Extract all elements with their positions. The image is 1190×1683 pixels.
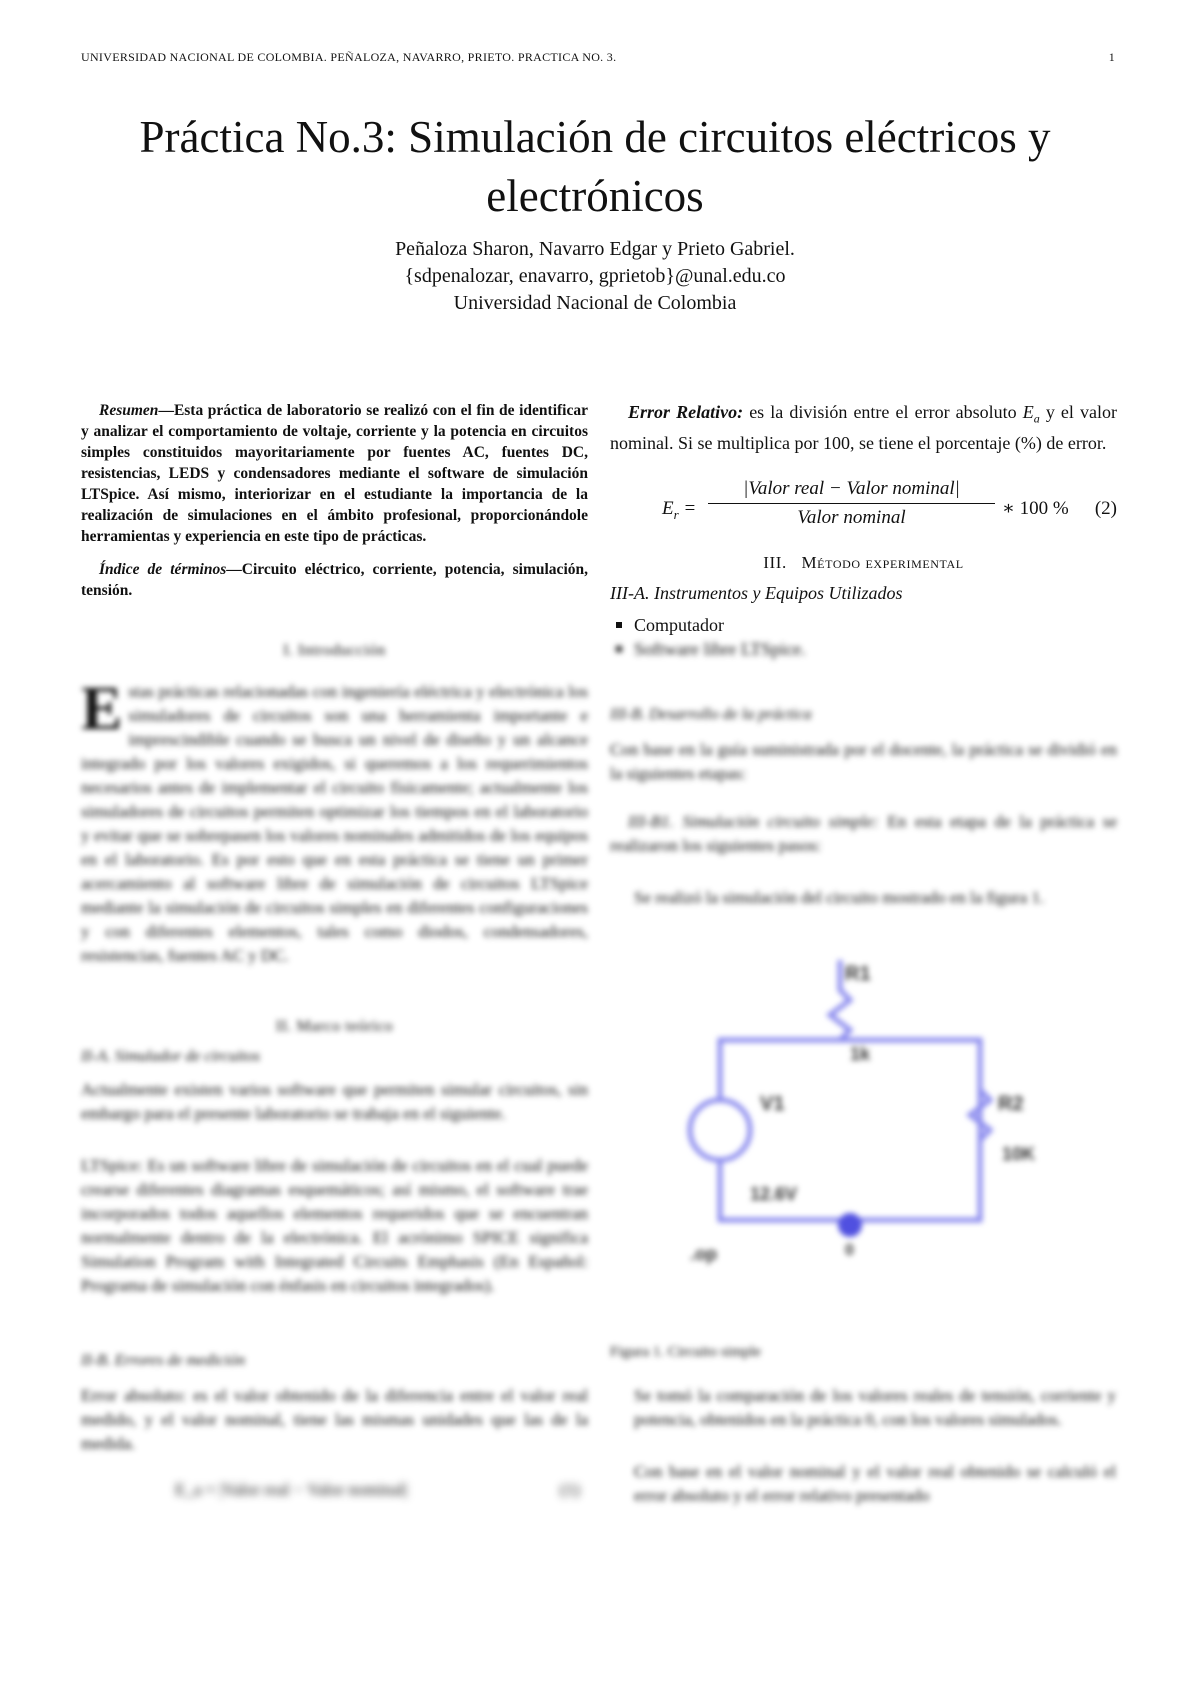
page-number: 1 <box>1108 50 1115 64</box>
equation-2-denominator: Valor nominal <box>797 506 906 528</box>
equation-1-number: (1) <box>560 1480 580 1499</box>
index-terms-dash: — <box>226 561 242 578</box>
relative-error-sub: a <box>1033 411 1040 426</box>
theory-a-text: Actualmente existen varios software que permiten simular circuitos, sin embargo para el presente laboratorio se trabaja en el siguiente. <box>81 1080 588 1123</box>
title-line-1: Práctica No.3: Simulación de circuitos eléctricos y <box>139 112 1051 162</box>
label-r2: R2 <box>998 1093 1024 1115</box>
method-subsection-b: III-B. Desarrollo de la práctica <box>610 706 812 723</box>
index-terms-text: Circuito eléctrico, corriente, potencia, simulación, tensión. <box>81 561 588 599</box>
relative-error-text: es la división entre el error absoluto <box>749 402 1017 422</box>
list-item: Software libre LTSpice. <box>634 637 1117 661</box>
left-column <box>81 400 588 613</box>
theory-heading: II. Marco teórico <box>275 1018 394 1035</box>
author-block <box>60 236 1130 317</box>
label-r1: R1 <box>845 963 871 985</box>
equation-2-lhs-var: E <box>662 497 674 519</box>
figure-caption: Figura 1. Circuito simple <box>610 1344 761 1360</box>
intro-heading: I. Introducción <box>283 642 386 659</box>
author-names: Peñaloza Sharon, Navarro Edgar y Prieto Gabriel. <box>395 238 795 260</box>
equation-2-number: (2) <box>1094 497 1117 519</box>
running-title: UNIVERSIDAD NACIONAL DE COLOMBIA. PEÑALOZA, NAVARRO, PRIETO. PRACTICA NO. 3. <box>81 50 617 64</box>
abstract <box>81 400 588 547</box>
label-spice-directive: .op <box>690 1244 717 1264</box>
method-subsection-b1: III-B1. Simulación circuito simple: <box>628 812 879 831</box>
theory-a-text-2: LTSpice: Es un software libre de simulación de circuitos en el cual puede crearse diferentes diagramas esquemáticos; así mismo, el software trae incorporados todos aquellos elementos requeridos que se encuentran normalmente dentro de la electrónica. El acrónimo SPICE significa Simulation Program with Integrated Circuits Emphasis (En Español: Programa de simulación con énfasis en circuitos integrados). <box>81 1156 588 1295</box>
author-affiliation: Universidad Nacional de Colombia <box>453 292 737 314</box>
relative-error-text-2: y el valor nominal. Si se multiplica por 100, se tiene el porcentaje <box>610 402 1117 453</box>
relative-error-var: E <box>1022 402 1034 422</box>
abstract-dash: — <box>158 402 174 419</box>
relative-error-label: Error Relativo: <box>628 402 744 422</box>
title-line-2: electrónicos <box>486 171 704 221</box>
step-1: Se realizó la simulación del circuito mostrado en la figura 1. <box>634 888 1045 907</box>
relative-error-text-3: de error. <box>1046 432 1107 453</box>
method-subsection-a: III-A. Instrumentos y Equipos Utilizados <box>610 582 903 603</box>
equation-2-lhs-sub: r <box>673 506 679 522</box>
index-terms-label: Índice de términos <box>99 561 227 578</box>
intro-text: stas prácticas relacionadas con ingeniería eléctrica y electrónica los simuladores de circuitos son una herramienta importante e imprescindible cuando se busca un nivel de diseño y un alcance integrado por los valores exigidos, si queremos a los requerimientos necesarios antes de implementar el circuito físicamente; actualmente los simuladores de circuitos permiten optimizar los tiempos en el laboratorio y evitar que se sobrepasen los valores nominales admitidos de los equipos en el laboratorio. Es por esto que en esta práctica se tiene un primer acercamiento al software libre de simulación de circuitos LTSpice mediante la simulación de circuitos simples en diferentes configuraciones y con diferentes elementos, tales como diodos, condensadores, resistencias, fuentes AC y DC. <box>81 682 588 965</box>
list-item: Computador <box>634 613 1117 637</box>
step-2: Se tomó la comparación de los valores reales de tensión, corriente y potencia, obtenidos en la práctica 0, con los valores simulados. <box>634 1386 1116 1429</box>
right-column <box>610 400 1117 661</box>
theory-subsection-b: II-B. Errores de medición <box>81 1352 246 1369</box>
circuit-figure <box>680 960 1040 1290</box>
label-v1-value: 12.6V <box>750 1184 798 1204</box>
label-r1-value: 1k <box>850 1044 871 1064</box>
equation-2-rhs: ∗ 100 % <box>1002 497 1069 519</box>
equation-2 <box>610 477 1117 543</box>
equation-2-lhs: $E_r$ = <box>662 497 697 522</box>
equation-2-numerator: |Valor real − Valor nominal| <box>708 477 995 504</box>
paper-title <box>60 108 1130 226</box>
label-ground: 0 <box>845 1242 854 1259</box>
theory-subsection-a: II-A. Simulador de circuitos <box>81 1048 260 1065</box>
method-b1-paragraph <box>610 810 1117 858</box>
equation-1: E_a = |Valor real − Valor nominal| <box>175 1480 408 1499</box>
relative-error-paragraph <box>610 400 1117 455</box>
intro-dropcap: E <box>81 675 123 743</box>
abstract-label: Resumen <box>99 402 159 419</box>
ground-node-symbol <box>838 1213 862 1237</box>
method-heading-text: Método experimental <box>801 552 964 572</box>
step-3: Con base en el valor nominal y el valor real obtenido se calculó el error absoluto y el error relativo presentado <box>634 1462 1116 1505</box>
running-header <box>81 50 1115 65</box>
relative-error-pct: (%) <box>1014 432 1042 453</box>
voltage-source-symbol <box>690 1100 750 1160</box>
method-heading <box>610 551 1117 575</box>
method-b-text: Con base en la guía suministrada por el docente, la práctica se dividió en la siguientes etapas: <box>610 740 1117 783</box>
index-terms <box>81 559 588 601</box>
abstract-text: Esta práctica de laboratorio se realizó con el fin de identificar y analizar el comportamiento de voltaje, corriente y la potencia en circuitos simples constituidos mayoritariamente por fuentes AC, fuentes DC, resistencias, LEDS y condensadores mediante el software de simulación LTSpice. Así mismo, interiorizar en el estudiante la importancia de la realización de simulaciones en el ámbito profesional, proporcionándole herramientas y experiencia en este tipo de prácticas. <box>81 402 588 545</box>
equation-2-fraction <box>708 477 995 530</box>
method-b1-text: En esta etapa de la práctica se realizaron los siguientes pasos: <box>610 812 1118 855</box>
instruments-list <box>610 613 1117 661</box>
method-heading-num: III. <box>763 552 787 572</box>
author-emails: {sdpenalozar, enavarro, gprietob}@unal.edu.co <box>404 265 786 287</box>
intro-paragraph <box>81 675 588 968</box>
label-v1: V1 <box>760 1093 785 1115</box>
theory-b-text: Error absoluto: es el valor obtenido de la diferencia entre el valor real medido, y el valor nominal, tiene las mismas unidades que las de la medida. <box>81 1386 588 1453</box>
label-r2-value: 10K <box>1002 1144 1036 1164</box>
